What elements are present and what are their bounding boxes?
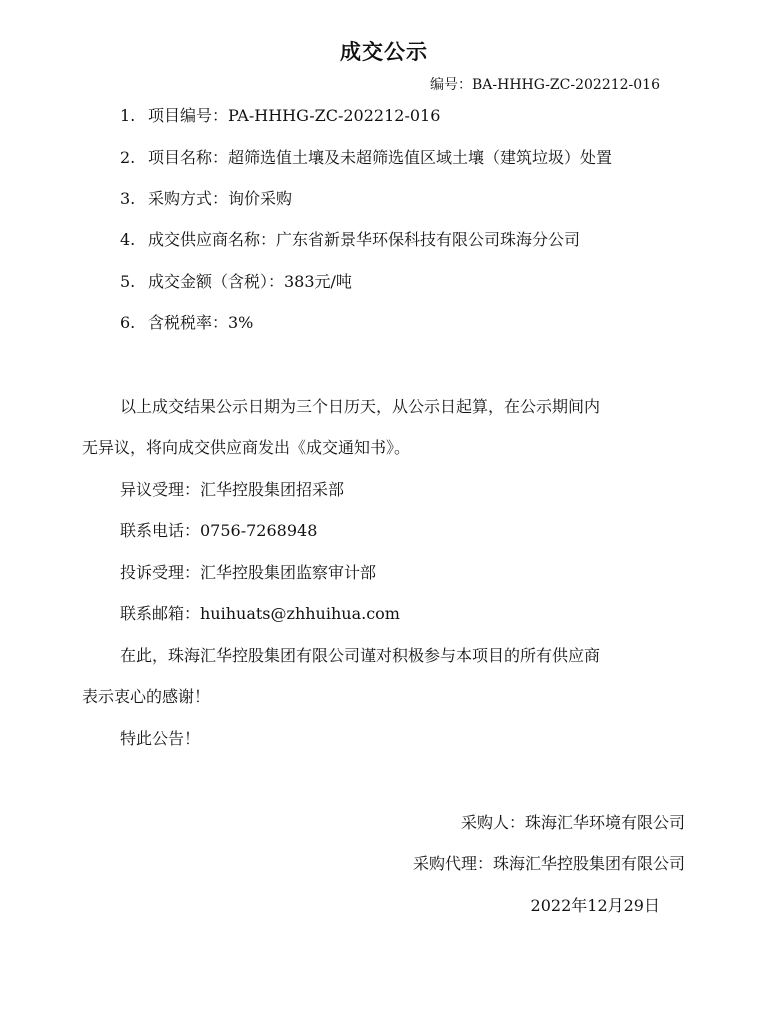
notice-paragraph-line1: 以上成交结果公示日期为三个日历天，从公示日起算，在公示期间内 [120,397,601,416]
item-text: 项目编号：PA-HHHG-ZC-202212-016 [148,106,441,125]
agent-signature: 采购代理：珠海汇华控股集团有限公司 [412,854,685,873]
page-title: 成交公示 [340,39,428,64]
complaint-contact: 投诉受理：汇华控股集团监察审计部 [120,563,377,582]
item-text: 采购方式：询价采购 [148,189,293,208]
item-number: 5. [120,272,136,291]
document-date: 2022年12月29日 [530,896,660,915]
item-text: 含税税率：3% [148,313,254,332]
thanks-paragraph-line1: 在此，珠海汇华控股集团有限公司谨对积极参与本项目的所有供应商 [120,646,601,665]
list-item [120,229,580,251]
item-number: 4. [120,230,136,249]
list-item [120,271,352,293]
list-item [120,105,440,127]
objection-contact: 异议受理：汇华控股集团招采部 [120,480,345,499]
item-number: 3. [120,189,136,208]
list-item [120,188,292,210]
list-item [120,147,612,169]
document-number: 编号：BA-HHHG-ZC-202212-016 [430,77,660,93]
item-number: 1. [120,106,136,125]
item-number: 2. [120,148,136,167]
item-text: 成交供应商名称：广东省新景华环保科技有限公司珠海分公司 [148,230,581,249]
purchaser-signature: 采购人：珠海汇华环境有限公司 [460,813,685,832]
thanks-paragraph-line2: 表示衷心的感谢！ [82,687,211,706]
notice-paragraph-line2: 无异议，将向成交供应商发出《成交通知书》。 [82,438,411,457]
item-text: 成交金额（含税）：383元/吨 [148,272,352,291]
closing-statement: 特此公告！ [120,729,201,748]
list-item [120,312,253,334]
contact-phone: 联系电话：0756-7268948 [120,521,318,540]
item-text: 项目名称：超筛选值土壤及未超筛选值区域土壤（建筑垃圾）处置 [148,148,613,167]
contact-email: 联系邮箱：huihuats@zhhuihua.com [120,604,400,623]
item-number: 6. [120,313,136,332]
